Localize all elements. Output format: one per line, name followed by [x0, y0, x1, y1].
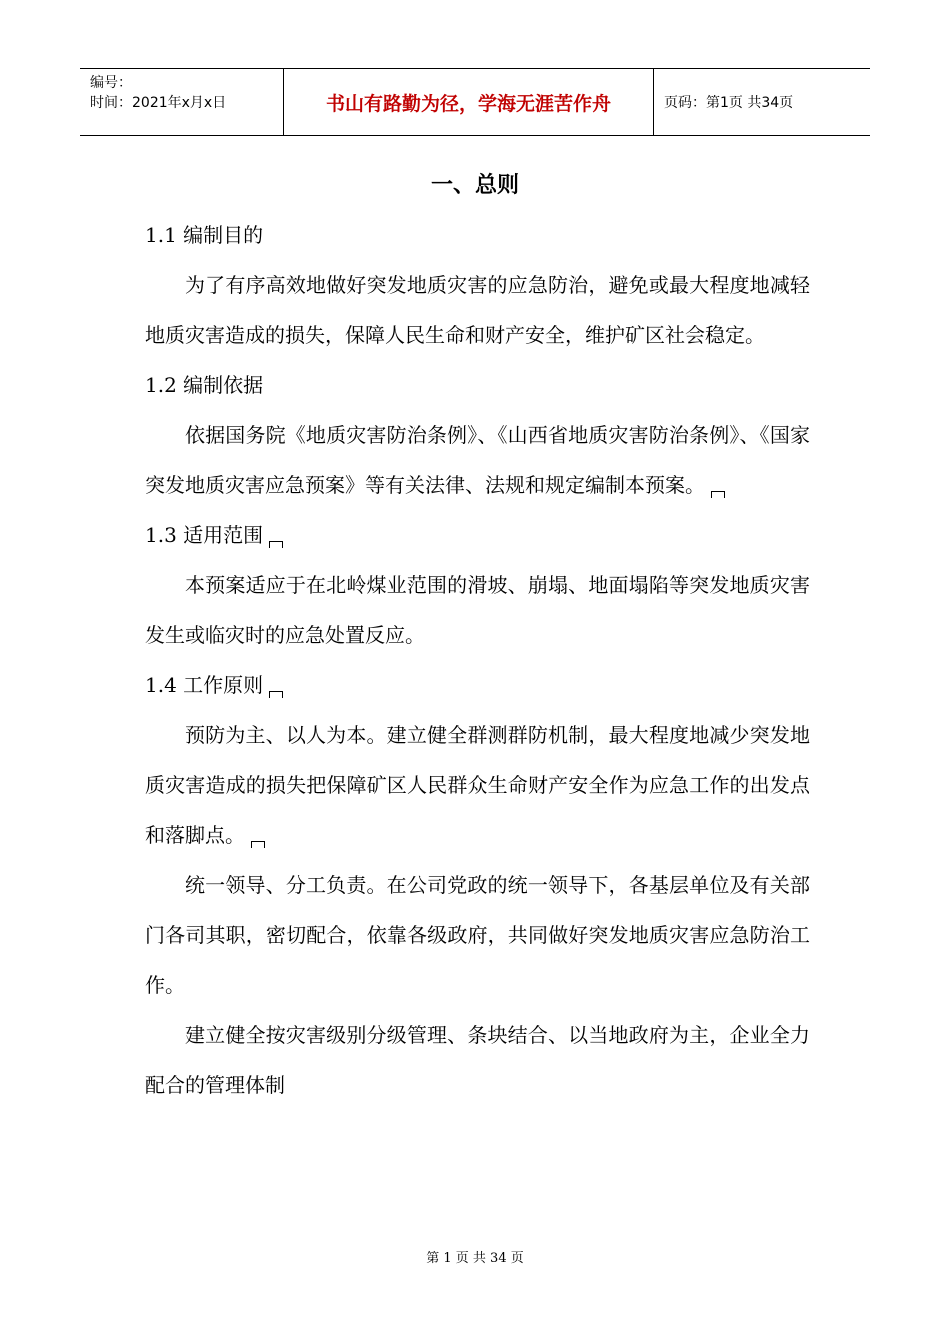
paragraph: 预防为主、以人为本。建立健全群测群防机制，最大程度地减少突发地质灾害造成的损失把保障矿区人民群众生命财产安全作为应急工作的出发点和落脚点。 — [145, 723, 810, 847]
page-header — [80, 68, 870, 136]
document-body — [145, 210, 810, 1110]
section-heading-purpose: 1.1 编制目的 — [145, 223, 264, 247]
document-title: 一、总则 — [430, 173, 519, 198]
section-heading-principles: 1.4 工作原则 — [145, 660, 810, 710]
header-motto: 书山有路勤为径，学海无涯苦作舟 — [283, 69, 654, 135]
section-heading-scope: 1.3 适用范围 — [145, 510, 810, 560]
paragraph-mark-icon — [251, 841, 265, 848]
page-footer: 第 1 页 共 34 页 — [426, 1251, 524, 1266]
header-page-info: 页码：第1页 共34页 — [664, 95, 794, 111]
paragraph: 统一领导、分工负责。在公司党政的统一领导下，各基层单位及有关部门各司其职，密切配合，依靠各级政府，共同做好突发地质灾害应急防治工作。 — [145, 873, 810, 997]
section-heading-basis: 1.2 编制依据 — [145, 373, 264, 397]
paragraph-mark-icon — [269, 541, 283, 548]
paragraph-mark-icon — [269, 691, 283, 698]
number-label: 编号： — [90, 75, 132, 91]
paragraph: 依据国务院《地质灾害防治条例》、《山西省地质灾害防治条例》、《国家突发地质灾害应急预案》等有关法律、法规和规定编制本预案。 — [145, 423, 810, 497]
paragraph: 为了有序高效地做好突发地质灾害的应急防治，避免或最大程度地减轻地质灾害造成的损失，保障人民生命和财产安全，维护矿区社会稳定。 — [145, 273, 810, 347]
paragraph: 本预案适应于在北岭煤业范围的滑坡、崩塌、地面塌陷等突发地质灾害发生或临灾时的应急处置反应。 — [145, 573, 810, 647]
header-meta — [80, 69, 283, 135]
paragraph-mark-icon — [711, 491, 725, 498]
paragraph: 建立健全按灾害级别分级管理、条块结合、以当地政府为主，企业全力配合的管理体制 — [145, 1023, 810, 1097]
time-label: 时间：2021年x月x日 — [90, 95, 227, 111]
